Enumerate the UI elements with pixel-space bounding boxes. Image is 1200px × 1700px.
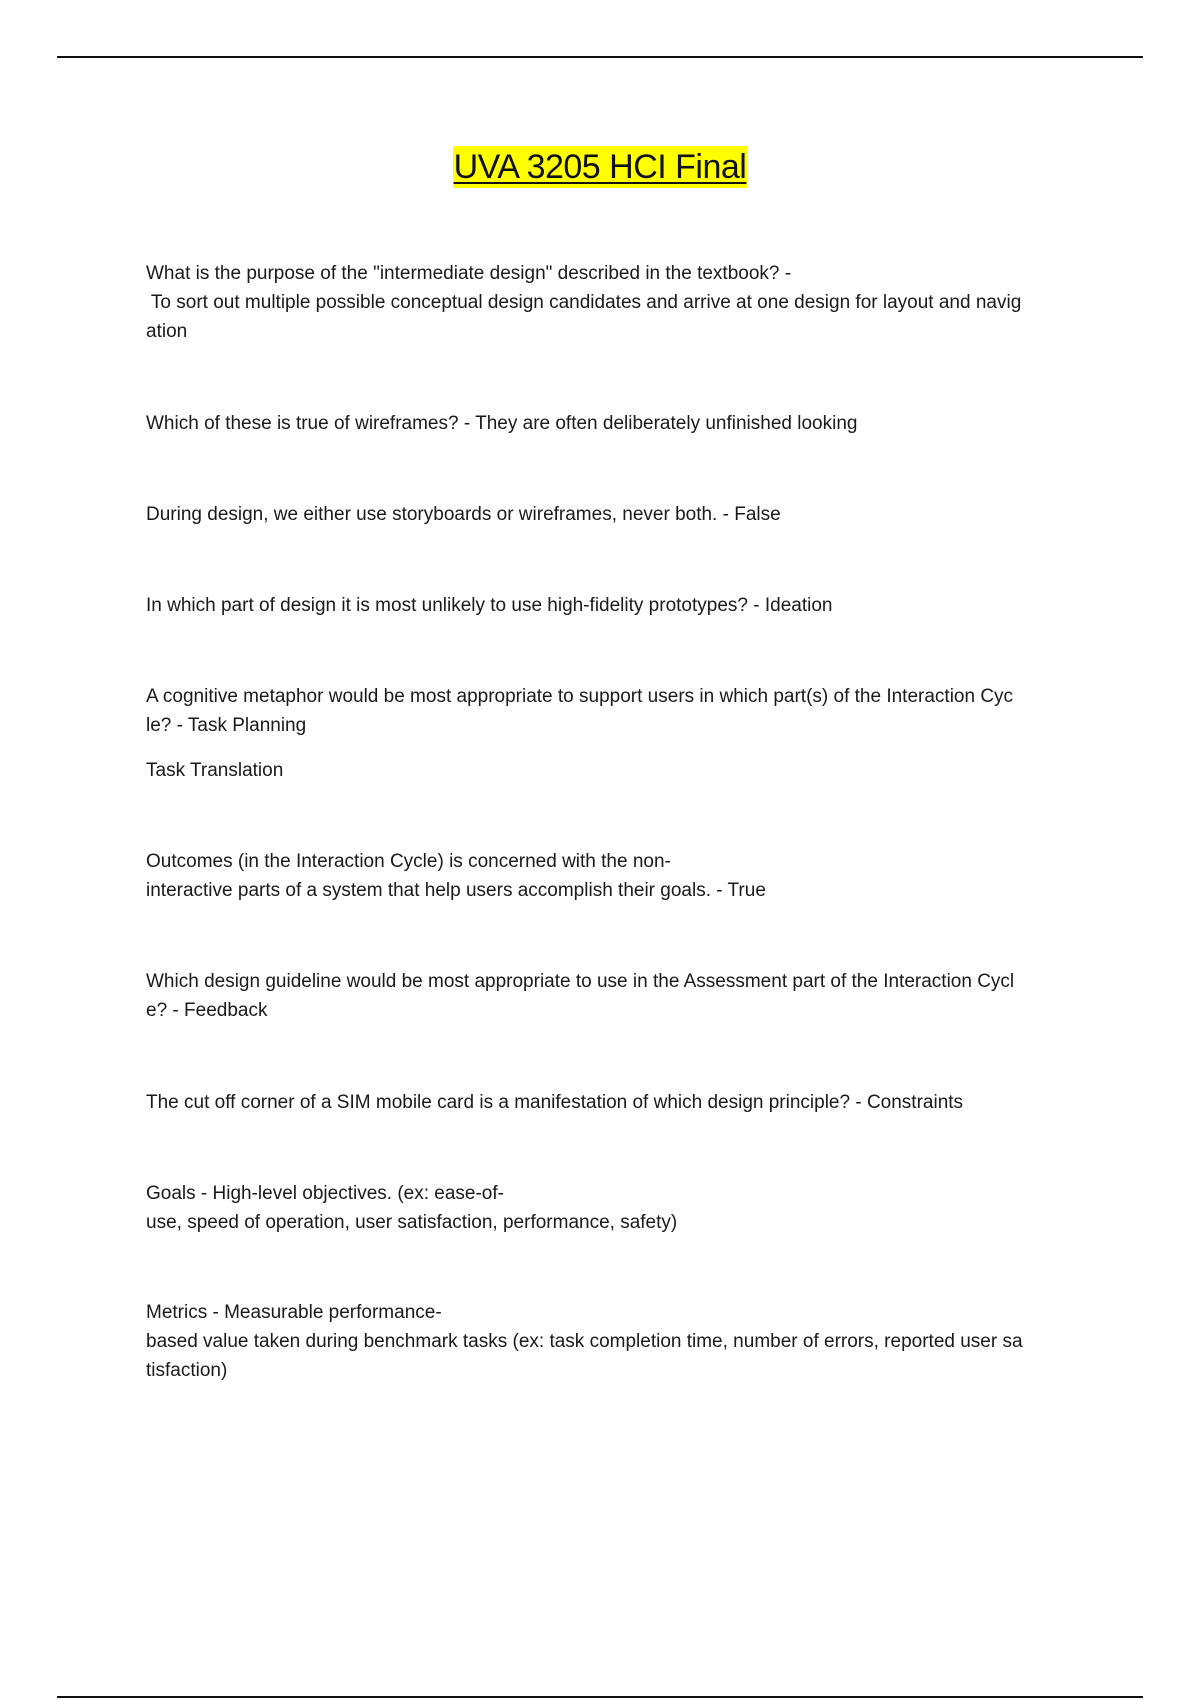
entry-line: In which part of design it is most unlikely to use high-fidelity prototypes? - Ideation [146, 595, 833, 616]
entry-line: During design, we either use storyboards or wireframes, never both. - False [146, 504, 781, 525]
entry-line: ation [146, 321, 188, 342]
qa-entry [146, 1298, 1086, 1385]
entry-line: Goals - High-level objectives. (ex: ease-of- [146, 1183, 504, 1204]
entry-line: interactive parts of a system that help users accomplish their goals. - True [146, 880, 766, 901]
entry-line: Task Translation [146, 760, 284, 781]
entry-line: Which of these is true of wireframes? - They are often deliberately unfinished looking [146, 413, 858, 434]
entry-line: based value taken during benchmark tasks (ex: task completion time, number of errors, reported user sa [146, 1331, 1023, 1352]
entry-line: A cognitive metaphor would be most appropriate to support users in which part(s) of the Interaction Cyc [146, 686, 1014, 707]
qa-entry [146, 756, 1086, 785]
bottom-rule [57, 1696, 1143, 1698]
qa-entry [146, 847, 1086, 905]
title-container [0, 146, 1200, 188]
qa-entry [146, 409, 1086, 438]
entry-line: use, speed of operation, user satisfaction, performance, safety) [146, 1212, 678, 1233]
entry-line: The cut off corner of a SIM mobile card is a manifestation of which design principle? - Constraints [146, 1092, 964, 1113]
entry-line: To sort out multiple possible conceptual design candidates and arrive at one design for layout and navig [146, 292, 1022, 313]
qa-entry [146, 500, 1086, 529]
qa-entry [146, 682, 1086, 740]
qa-entry [146, 1179, 1086, 1237]
qa-entry [146, 259, 1086, 346]
entry-line: e? - Feedback [146, 1000, 268, 1021]
qa-entry [146, 1088, 1086, 1117]
entry-line: Metrics - Measurable performance- [146, 1302, 442, 1323]
qa-entry [146, 967, 1086, 1025]
entry-line: Which design guideline would be most appropriate to use in the Assessment part of the Interaction Cycl [146, 971, 1015, 992]
document-title: UVA 3205 HCI Final [453, 148, 747, 186]
top-rule [57, 56, 1143, 58]
entry-line: tisfaction) [146, 1360, 228, 1381]
qa-entry [146, 591, 1086, 620]
entry-line: le? - Task Planning [146, 715, 307, 736]
entry-line: What is the purpose of the "intermediate design" described in the textbook? - [146, 263, 792, 284]
entry-line: Outcomes (in the Interaction Cycle) is concerned with the non- [146, 851, 671, 872]
